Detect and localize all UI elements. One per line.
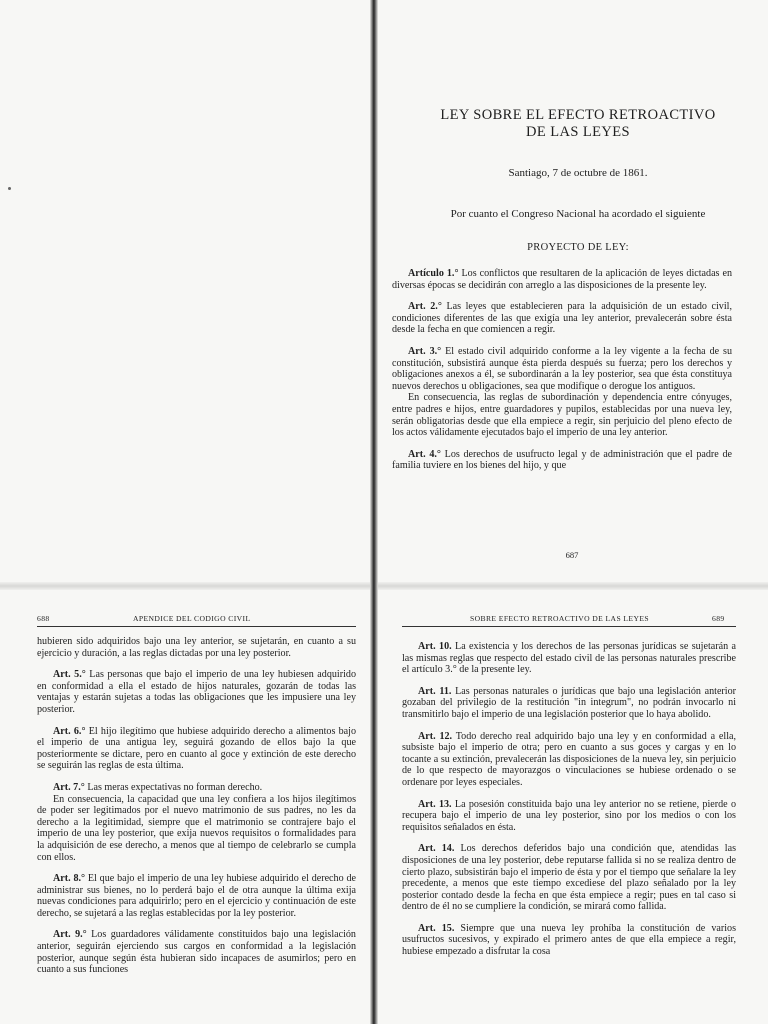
article-11	[402, 686, 736, 721]
article-8	[37, 873, 356, 919]
article-4-continued: hubieren sido adquiridos bajo una ley anterior, se sujetarán, en cuanto a su ejercicio y duración, a las reglas dictadas por una ley posterior.	[37, 636, 356, 659]
articles-10-15	[402, 641, 736, 968]
scan-speck	[8, 187, 11, 190]
header-rule	[402, 626, 736, 627]
article-5	[37, 669, 356, 715]
article-text: El hijo ilegítimo que hubiese adquirido derecho a alimentos bajo el imperio de una antigua ley, seguirá gozando de ellos bajo la que posteriormente se dictare, pero en cuanto al goce y extinción de este derecho se seguirán las reglas de esta última.	[37, 725, 356, 772]
article-3-paragraph-2: En consecuencia, las reglas de subordinación y dependencia entre cónyuges, entre padres e hijos, entre guardadores y pupilos, establecidas por una nueva ley, serán obligatorias desde que ella empiece a regir, sin perjuicio del pleno efecto de los actos válidamente ejecutados bajo el imperio de una ley anterior.	[392, 392, 732, 439]
article-label: Art. 11.	[418, 685, 452, 697]
article-label: Art. 6.°	[53, 725, 86, 737]
article-label: Art. 9.°	[53, 929, 87, 941]
article-label: Art. 15.	[418, 922, 455, 934]
article-label: Art. 14.	[418, 843, 455, 855]
article-label: Art. 5.°	[53, 669, 86, 681]
article-4	[392, 449, 732, 472]
article-13	[402, 799, 736, 834]
page-number: 689	[712, 614, 725, 623]
article-label: Art. 10.	[418, 641, 452, 652]
article-label: Art. 3.°	[408, 345, 442, 357]
article-text: Todo derecho real adquirido bajo una ley y en conformidad a ella, subsiste bajo el imperio de otra; pero en cuanto a sus goces y cargas y en lo tocante a su extinción, prevalecerán las disposiciones de la nueva ley, sin perjuicio de lo que respecto de mayorazgos o vinculaciones se hubiese ordenado o se ordenare por leyes especiales.	[402, 730, 736, 788]
article-label: Art. 4.°	[408, 448, 441, 460]
page-689	[378, 590, 768, 1024]
article-3	[392, 346, 732, 392]
page-688	[0, 590, 370, 1024]
article-label: Art. 2.°	[408, 301, 442, 313]
article-text: Las leyes que establecieren para la adquisición de un estado civil, condiciones diferentes de las que exigía una ley anterior, prevalecerán sobre ésta desde la fecha en que comiencen a regir.	[392, 301, 732, 336]
article-2	[392, 301, 732, 336]
articles-4-9	[37, 636, 356, 986]
article-text: Las meras expectativas no forman derecho.	[84, 781, 263, 793]
article-9	[37, 929, 356, 975]
proyecto-heading: PROYECTO DE LEY:	[527, 242, 629, 253]
article-label: Art. 7.°	[53, 781, 85, 793]
articles-1-4	[392, 268, 732, 482]
page-divider	[0, 582, 768, 590]
law-title	[406, 107, 750, 141]
article-text: La posesión constituida bajo una ley anterior no se retiene, pierde o recupera bajo el imperio de una ley posterior, sino por los medios o con los requisitos señalados en ésta.	[402, 798, 737, 833]
article-15	[402, 923, 736, 958]
article-text: Los derechos de usufructo legal y de administración que el padre de familia tuviere en los bienes del hijo, y que	[392, 448, 732, 472]
article-label: Art. 12.	[418, 730, 453, 742]
page-number: 688	[37, 614, 50, 623]
preamble: Por cuanto el Congreso Nacional ha acordado el siguiente	[450, 208, 706, 220]
article-1	[392, 268, 732, 291]
header-rule	[37, 626, 356, 627]
running-head: SOBRE EFECTO RETROACTIVO DE LAS LEYES	[470, 614, 649, 623]
law-title-line-2: DE LAS LEYES	[526, 124, 630, 140]
article-text: El que bajo el imperio de una ley hubiese adquirido el derecho de administrar sus bienes, no lo perderá bajo el de otra aunque la última exija nuevas condiciones para adquirirlo; pero en el ejercicio y continuación de este derecho, se sujetará a las reglas establecidas por la ley posterior.	[37, 873, 356, 919]
blank-page	[0, 0, 372, 582]
page-687	[376, 0, 768, 582]
article-14	[402, 843, 736, 913]
article-7-paragraph-2: En consecuencia, la capacidad que una ley confiera a los hijos ilegítimos de poder ser legitimados por el nuevo matrimonio de sus padres, no les da derecho a la legitimidad, siempre que el matrimonio se contrajere bajo el imperio de una ley posterior, que exija nuevos requisitos o formalidades para la adquisición de ese derecho, a menos que al tiempo de celebrarlo se cumpla con ellos.	[37, 793, 356, 863]
article-10	[402, 641, 736, 676]
page-number: 687	[565, 550, 579, 560]
running-head: APENDICE DEL CODIGO CIVIL	[133, 614, 251, 623]
article-text: Los guardadores válidamente constituidos bajo una legislación anterior, seguirán ejerciendo sus cargos en conformidad a la legislación posterior, aunque según ésta hubieran sido incapaces de asumirlos; pero en cuanto a sus funciones	[37, 929, 356, 976]
article-label: Art. 13.	[418, 798, 452, 810]
law-date: Santiago, 7 de octubre de 1861.	[508, 167, 648, 179]
article-label: Artículo 1.°	[408, 268, 459, 279]
article-text: Las personas naturales o jurídicas que bajo una legislación anterior gozaban del privilegio de la restitución "in integrum", no podrán invocarlo ni transmitirlo bajo el imperio de una legislación posterior que lo haya abolido.	[402, 685, 736, 720]
article-text: Los conflictos que resultaren de la aplicación de leyes dictadas en diversas épocas se decidirán con arreglo a las disposiciones de la presente ley.	[392, 268, 733, 291]
article-label: Art. 8.°	[53, 873, 86, 885]
article-text: El estado civil adquirido conforme a la ley vigente a la fecha de su constitución, subsistirá aunque ésta pierda después su fuerza; pero los derechos y obligaciones anexos a él, se subordinarán a la ley posterior, sea que ésta constituya nuevos derechos u obligaciones, sea que modifique o derogue los antiguos.	[392, 345, 732, 392]
article-12	[402, 731, 736, 789]
article-text: La existencia y los derechos de las personas jurídicas se sujetarán a las mismas reglas que respecto del estado civil de las personas naturales prescribe el artículo 3.° de la presente ley.	[402, 641, 736, 676]
article-6	[37, 726, 356, 772]
article-text: Siempre que una nueva ley prohíba la constitución de varios usufructos sucesivos, y expirado el primero antes de que ella empiece a regir, hubiese empezado a disfrutar la cosa	[402, 922, 737, 958]
law-title-line-1: LEY SOBRE EL EFECTO RETROACTIVO	[440, 107, 716, 123]
book-spine	[370, 0, 378, 1024]
article-text: Las personas que bajo el imperio de una ley hubiesen adquirido en conformidad a ella el estado de hijos naturales, gozarán de todas las ventajas y estarán sujetas a todas las obligaciones que les impusiere una ley posterior.	[37, 669, 356, 715]
article-7	[37, 782, 356, 794]
article-text: Los derechos deferidos bajo una condición que, atendidas las disposiciones de una ley posterior, debe reputarse fallida si no se realiza dentro de cierto plazo, subsistirán bajo el imperio de ésta y por el tiempo que señalare la ley precedente, a menos que este tiempo excediese del plazo señalado por la ley posterior contado desde la fecha en que ésta empiece a regir; pues en tal caso si dentro de él no se cumpliere la condición, se mirará como fallida.	[402, 843, 736, 913]
